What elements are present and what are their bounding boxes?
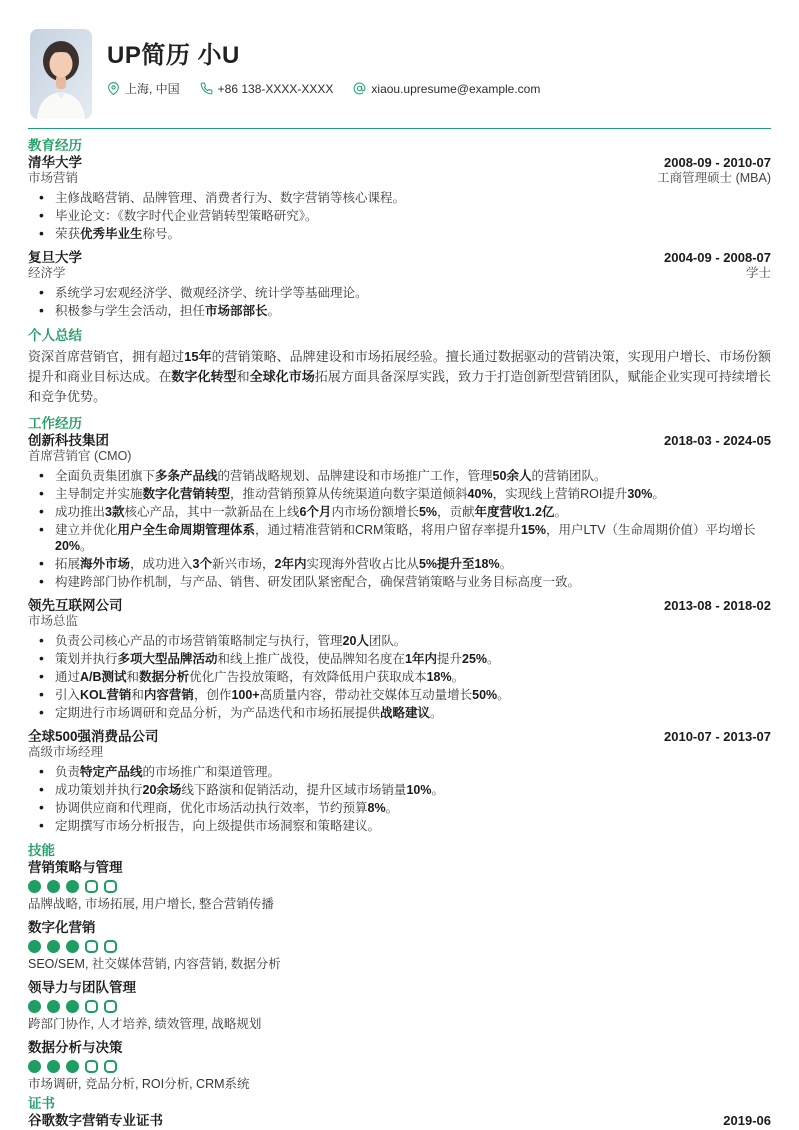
bullet-item: • 主导制定并实施数字化营销转型，推动营销预算从传统渠道向数字渠道倾斜40%，实现线上营销ROI提升30%。 xyxy=(28,486,771,502)
entry-head xyxy=(28,728,771,745)
company-name: 创新科技集团 xyxy=(28,433,109,448)
summary-paragraph: 资深首席营销官，拥有超过15年的营销策略、品牌建设和市场拓展经验。擅长通过数据驱动的营销决策，实现用户增长、市场份额提升和商业目标达成。在数字化转型和全球化市场拓展方面具备深厚实践，致力于打造创新型营销团队，赋能企业实现可持续增长和竞争优势。 xyxy=(28,349,771,404)
highlighted-text: 数字化转型 xyxy=(171,369,237,384)
highlighted-text: 10% xyxy=(406,783,432,797)
contact-email xyxy=(353,82,540,96)
header-divider xyxy=(28,128,771,129)
bullet-item: • 负责特定产品线的市场推广和渠道管理。 xyxy=(28,764,771,780)
entry-date: 2004-09 - 2008-07 xyxy=(664,250,771,265)
entry-date: 2013-08 - 2018-02 xyxy=(664,598,771,613)
highlighted-text: 内容营销 xyxy=(143,688,194,702)
job-role: 市场总监 xyxy=(28,614,79,628)
resume-entry xyxy=(28,154,771,242)
level-dot-filled-icon xyxy=(47,940,60,953)
contact-text: 上海, 中国 xyxy=(125,82,180,96)
profile-photo-illustration xyxy=(30,29,92,119)
bullet-item: • 建立并优化用户全生命周期管理体系，通过精准营销和CRM策略，将用户留存率提升15%，用户LTV（生命周期价值）平均增长20%。 xyxy=(28,522,771,554)
entry-date: 2010-07 - 2013-07 xyxy=(664,729,771,744)
resume-entry xyxy=(28,728,771,834)
skill-item xyxy=(28,860,771,911)
entry-date: 2018-03 - 2024-05 xyxy=(664,433,771,448)
profile-photo xyxy=(30,29,92,119)
skill-level xyxy=(28,1000,771,1013)
skill-item xyxy=(28,1040,771,1091)
bullet-item: • 定期撰写市场分析报告，向上级提供市场洞察和策略建议。 xyxy=(28,818,771,834)
experience-items xyxy=(28,432,771,834)
highlighted-text: KOL营销 xyxy=(80,688,132,702)
certificate-date: 2019-06 xyxy=(723,1113,771,1128)
contact-text: +86 138-XXXX-XXXX xyxy=(217,81,334,96)
header-text xyxy=(107,29,540,119)
highlighted-text: 数字化营销转型 xyxy=(142,487,231,501)
highlighted-text: 战略建议 xyxy=(380,706,431,720)
certificate-items xyxy=(28,1112,771,1129)
bullet-item: • 引入KOL营销和内容营销，创作100+高质量内容，带动社交媒体互动量增长50%。 xyxy=(28,687,771,703)
entry-date: 2008-09 - 2010-07 xyxy=(664,155,771,170)
entry-bullets xyxy=(28,468,771,590)
bullet-item: • 主修战略营销、品牌管理、消费者行为、数字营销等核心课程。 xyxy=(28,190,771,206)
entry-head xyxy=(28,154,771,171)
experience-title: 工作经历 xyxy=(28,416,82,431)
entry-bullets xyxy=(28,190,771,242)
contact-phone xyxy=(200,82,334,96)
entry-degree: 学士 xyxy=(745,266,771,280)
skill-keywords: 品牌战略, 市场拓展, 用户增长, 整合营销传播 xyxy=(28,897,274,911)
level-dot-empty-icon xyxy=(85,1000,98,1013)
highlighted-text: 数据分析 xyxy=(139,670,190,684)
resume-entry xyxy=(28,249,771,319)
level-dot-empty-icon xyxy=(85,880,98,893)
highlighted-text: 全球化市场 xyxy=(249,369,315,384)
entry-sub xyxy=(28,449,771,463)
highlighted-text: 用户全生命周期管理体系 xyxy=(117,523,256,537)
job-role: 高级市场经理 xyxy=(28,745,104,759)
bullet-item: • 策划并执行多项大型品牌活动和线上推广战役，使品牌知名度在1年内提升25%。 xyxy=(28,651,771,667)
highlighted-text: 100+ xyxy=(231,688,260,702)
bullet-item: • 定期进行市场调研和竞品分析，为产品迭代和市场拓展提供战略建议。 xyxy=(28,705,771,721)
skill-keywords: 跨部门协作, 人才培养, 绩效管理, 战略规划 xyxy=(28,1017,262,1031)
highlighted-text: 多条产品线 xyxy=(155,469,218,483)
section-certificates xyxy=(28,1097,771,1129)
bullet-item: • 构建跨部门协作机制，与产品、销售、研发团队紧密配合，确保营销策略与业务目标高度一致。 xyxy=(28,574,771,590)
skill-name: 领导力与团队管理 xyxy=(28,980,136,995)
bullet-item: • 协调供应商和代理商，优化市场活动执行效率，节约预算8%。 xyxy=(28,800,771,816)
highlighted-text: 海外市场 xyxy=(80,557,131,571)
entry-head xyxy=(28,249,771,266)
level-dot-filled-icon xyxy=(28,1000,41,1013)
summary-title: 个人总结 xyxy=(28,328,82,343)
highlighted-text: 20余场 xyxy=(142,783,182,797)
highlighted-text: 年度营收1.2亿 xyxy=(474,505,555,519)
job-role: 首席营销官 (CMO) xyxy=(28,449,132,463)
skill-name: 营销策略与管理 xyxy=(28,860,123,875)
resume-entry xyxy=(28,597,771,721)
email-icon xyxy=(353,82,366,95)
bullet-item: • 成功策划并执行20余场线下路演和促销活动，提升区域市场销量10%。 xyxy=(28,782,771,798)
skill-level xyxy=(28,940,771,953)
level-dot-filled-icon xyxy=(28,940,41,953)
bullet-item: • 荣获优秀毕业生称号。 xyxy=(28,226,771,242)
level-dot-empty-icon xyxy=(104,1060,117,1073)
school-name: 复旦大学 xyxy=(28,250,82,265)
highlighted-text: 20% xyxy=(55,539,81,553)
level-dot-empty-icon xyxy=(85,940,98,953)
level-dot-filled-icon xyxy=(47,1000,60,1013)
bullet-item: • 系统学习宏观经济学、微观经济学、统计学等基础理论。 xyxy=(28,285,771,301)
entry-bullets xyxy=(28,285,771,319)
level-dot-filled-icon xyxy=(66,940,79,953)
skills-items xyxy=(28,860,771,1091)
highlighted-text: 市场部部长 xyxy=(205,304,268,318)
highlighted-text: 18% xyxy=(426,670,452,684)
entry-bullets xyxy=(28,764,771,834)
contact-location xyxy=(107,80,180,97)
major-name: 经济学 xyxy=(28,266,66,280)
level-dot-filled-icon xyxy=(28,1060,41,1073)
level-dot-filled-icon xyxy=(66,880,79,893)
highlighted-text: 5%提升至18% xyxy=(418,557,500,571)
company-name: 全球500强消费品公司 xyxy=(28,729,159,744)
contact-text: xiaou.upresume@example.com xyxy=(371,81,541,96)
bullet-item: • 积极参与学生会活动，担任市场部部长。 xyxy=(28,303,771,319)
highlighted-text: 6个月 xyxy=(299,505,332,519)
level-dot-empty-icon xyxy=(104,940,117,953)
contact-row xyxy=(107,80,540,97)
skill-item xyxy=(28,980,771,1031)
skill-name: 数据分析与决策 xyxy=(28,1040,123,1055)
level-dot-empty-icon xyxy=(104,1000,117,1013)
highlighted-text: 多项大型品牌活动 xyxy=(117,652,218,666)
highlighted-text: 30% xyxy=(627,487,653,501)
level-dot-empty-icon xyxy=(104,880,117,893)
phone-icon xyxy=(200,82,213,95)
entry-sub xyxy=(28,171,771,185)
highlighted-text: 3款 xyxy=(105,505,125,519)
entry-degree: 工商管理硕士 (MBA) xyxy=(657,171,771,185)
major-name: 市场营销 xyxy=(28,171,79,185)
highlighted-text: 25% xyxy=(462,652,488,666)
resume-entry xyxy=(28,432,771,590)
bullet-item: • 成功推出3款核心产品，其中一款新品在上线6个月内市场份额增长5%，贡献年度营收1.2亿。 xyxy=(28,504,771,520)
highlighted-text: 40% xyxy=(467,487,493,501)
level-dot-filled-icon xyxy=(66,1000,79,1013)
highlighted-text: 2年内 xyxy=(274,557,307,571)
highlighted-text: 50余人 xyxy=(492,469,532,483)
highlighted-text: 1年内 xyxy=(405,652,437,666)
bullet-item: • 通过A/B测试和数据分析优化广告投放策略，有效降低用户获取成本18%。 xyxy=(28,669,771,685)
level-dot-filled-icon xyxy=(28,880,41,893)
skill-level xyxy=(28,880,771,893)
section-skills xyxy=(28,844,771,1091)
highlighted-text: 3个 xyxy=(192,557,212,571)
entry-sub xyxy=(28,614,771,628)
candidate-name: UP简历 小U xyxy=(107,42,240,69)
level-dot-filled-icon xyxy=(47,880,60,893)
level-dot-filled-icon xyxy=(66,1060,79,1073)
entry-head xyxy=(28,597,771,614)
section-experience xyxy=(28,417,771,834)
resume-body xyxy=(0,139,799,1129)
bullet-item: • 负责公司核心产品的市场营销策略制定与执行，管理20人团队。 xyxy=(28,633,771,649)
certificates-title: 证书 xyxy=(28,1096,55,1111)
skill-name: 数字化营销 xyxy=(28,920,96,935)
bullet-item: • 全面负责集团旗下多条产品线的营销战略规划、品牌建设和市场推广工作，管理50余人的营销团队。 xyxy=(28,468,771,484)
resume-header xyxy=(0,0,799,119)
entry-sub xyxy=(28,745,771,759)
skills-title: 技能 xyxy=(28,843,55,858)
entry-sub xyxy=(28,266,771,280)
education-items xyxy=(28,154,771,319)
school-name: 清华大学 xyxy=(28,155,82,170)
skill-item xyxy=(28,920,771,971)
level-dot-empty-icon xyxy=(85,1060,98,1073)
highlighted-text: A/B测试 xyxy=(80,670,127,684)
education-title: 教育经历 xyxy=(28,138,82,153)
highlighted-text: 8% xyxy=(367,801,386,815)
location-icon xyxy=(107,82,120,95)
section-education xyxy=(28,139,771,319)
highlighted-text: 优秀毕业生 xyxy=(80,227,143,241)
bullet-item: • 拓展海外市场，成功进入3个新兴市场，2年内实现海外营收占比从5%提升至18%。 xyxy=(28,556,771,572)
skill-level xyxy=(28,1060,771,1073)
entry-bullets xyxy=(28,633,771,721)
certificate-row xyxy=(28,1112,771,1129)
highlighted-text: 20人 xyxy=(342,634,369,648)
highlighted-text: 50% xyxy=(472,688,498,702)
skill-keywords: 市场调研, 竞品分析, ROI分析, CRM系统 xyxy=(28,1077,250,1091)
entry-head xyxy=(28,432,771,449)
highlighted-text: 15% xyxy=(521,523,547,537)
level-dot-filled-icon xyxy=(47,1060,60,1073)
highlighted-text: 5% xyxy=(418,505,438,519)
highlighted-text: 特定产品线 xyxy=(80,765,143,779)
company-name: 领先互联网公司 xyxy=(28,598,123,613)
highlighted-text: 15年 xyxy=(184,349,212,364)
section-summary xyxy=(28,329,771,407)
bullet-item: • 毕业论文：《数字时代企业营销转型策略研究》。 xyxy=(28,208,771,224)
certificate-name: 谷歌数字营销专业证书 xyxy=(28,1113,163,1128)
skill-keywords: SEO/SEM, 社交媒体营销, 内容营销, 数据分析 xyxy=(28,957,281,971)
